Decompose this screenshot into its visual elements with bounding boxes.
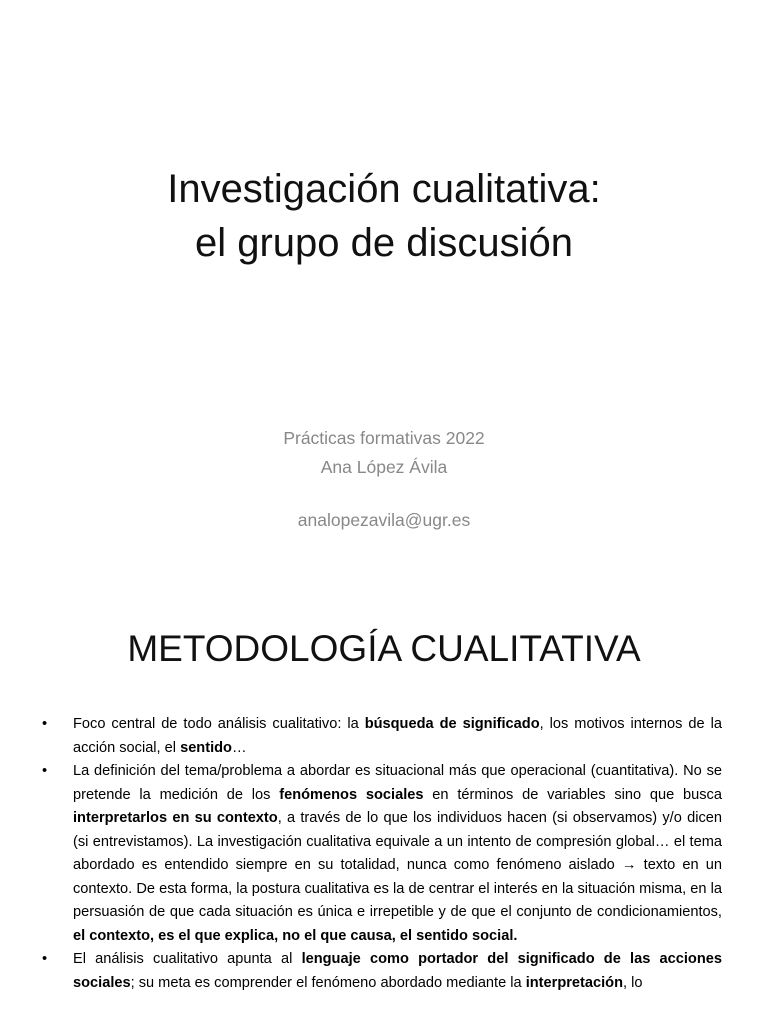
arrow-icon: →: [621, 857, 637, 873]
section-title: METODOLOGÍA CUALITATIVA: [127, 628, 641, 669]
bullet-item: • La definición del tema/problema a abordar es situacional más que operacional (cuantitativa). No se pretende la medición de los fenómenos sociales en términos de variables sino que busca interpretarlos en su contexto, a través de lo que los individuos hacen (si observamos) y/o dicen (si entrevistamos). La investigación cualitativa equivale a un intento de compresión global… el tema abordado es entendido siempre en su totalidad, nunca como fenómeno aislado → texto en un contexto. De esta forma, la postura cualitativa es la de centrar el interés en la situación misma, en la persuasión de que cada situación es única e irrepetible y de que el conjunto de condicionamientos, el contexto, es el que explica, no el que causa, el sentido social.: [40, 760, 722, 948]
slide-title: [0, 162, 768, 270]
title-line-1: Investigación cualitativa:: [167, 167, 601, 211]
slide-subtitle: [0, 424, 768, 535]
bullet-icon: •: [42, 716, 48, 732]
subtitle-author: Ana López Ávila: [320, 457, 448, 477]
bullet-icon: •: [42, 951, 48, 967]
title-line-2: el grupo de discusión: [194, 221, 574, 265]
bullet-item: • Foco central de todo análisis cualitativo: la búsqueda de significado, los motivos internos de la acción social, el sentido…: [40, 713, 722, 760]
subtitle-course: Prácticas formativas 2022: [283, 428, 485, 448]
bullet-list: [40, 713, 722, 995]
bullet-item: • El análisis cualitativo apunta al lenguaje como portador del significado de las acciones sociales; su meta es comprender el fenómeno abordado mediante la interpretación, lo: [40, 948, 722, 995]
author-email: analopezavila@ugr.es: [297, 510, 471, 530]
bullet-icon: •: [42, 763, 48, 779]
